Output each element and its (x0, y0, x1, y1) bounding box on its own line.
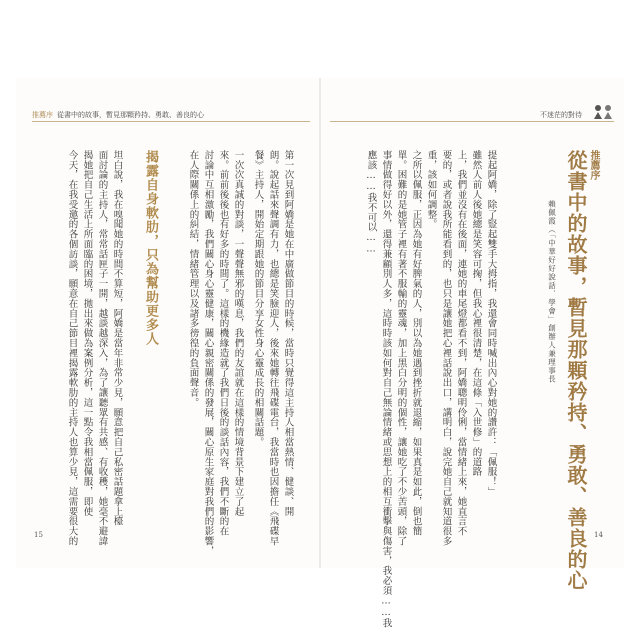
right-text-column: 提起阿嬌，除了豎起雙手大拇指，我還會同時喊出內心對她的讚許：「佩服！」 (485, 150, 497, 497)
right-header-rule (330, 121, 614, 122)
publisher-logo-icon (592, 104, 614, 120)
left-text-column: 坦白說，我在嗅聞她的時間不算短，阿嬌是當年非常少見，願意把自己私密話題拿上檯 (111, 150, 123, 527)
preface-author: 賴佩霞（「中華好好說話．學會」創辦人兼理事長 (547, 200, 557, 384)
right-text-column: 上，我們並沒有在後面，連她的車尾燈都看不到，阿嬌聰明伶俐，當情緒上來，她直言不 (455, 150, 467, 537)
right-running-head (540, 110, 582, 120)
left-text-column: 餐》主持人，開始定期跟她的節目分享女性身心靈成長的相關話題。 (252, 150, 264, 447)
left-text-column: 面討論的主持人，常常話匣子一開，越談越深入，為了讓聽眾有共感、有收穫，她毫不避諱 (96, 150, 108, 546)
preface-title: 從書中的故事，暫見那顆矜持、勇敢、善良的心 (564, 150, 588, 591)
left-text-column: 一次次真誠的對談，一聲聲無邪的嘆息，我們的友誼就在這樣的情境背景下建立了起 (232, 150, 244, 517)
left-running-head (32, 110, 204, 120)
right-page-number: 14 (594, 531, 603, 539)
left-subheading: 揭露自身軟肋，只為幫助更多人 (143, 150, 158, 346)
left-page-number: 15 (34, 531, 43, 539)
left-text-column: 朗。說起話來聲調有力，也總是笑臉迎人，後來她轉往飛碟電台，我當時也因擔任《飛碟早 (267, 150, 279, 546)
left-header-text: 從書中的故事，暫見那顆矜持、勇敢、善良的心 (57, 111, 204, 119)
right-text-column: 重，該如何調整。 (425, 150, 437, 230)
right-text-column: 單。困難的是她管子裡有著不服輸的靈魂，加上黑白分明的個性，讓她吃了不少苦頭，除了 (395, 150, 407, 546)
left-text-column: 揭她把自己生活上所面臨的困境，拋出來做為案例分析，這一點令我相當佩服，即使 (81, 150, 93, 517)
left-header-tag: 推薦序 (32, 111, 53, 119)
right-text-column: 應該……我不可以…… (365, 150, 377, 255)
left-text-column: 來。前前後後也有好多的時間了。這樣的機緣造就了我們日後的談話內容，我們不斷的在 (217, 150, 229, 537)
left-text-column: 第一次見到阿嬌是她在中廣做節目的時候，當時只覺得這主持人相當熱情、健談、開 (282, 150, 294, 517)
right-text-column: 事情做得好以外，還得兼顧別人多，這時時該如何對自己無論情緒或思想上的相互衝擊與傷害，我必須……我 (380, 150, 392, 629)
right-text-column: 要的，或者說我所能看到的，也只是讓她把心裡話說出口，講明白，說完她自己就知道很多 (440, 150, 452, 546)
book-gutter (319, 78, 321, 568)
left-header-rule (32, 121, 310, 122)
right-header-text: 不迷茫的對待 (540, 111, 582, 119)
left-text-column: 討論中互相激勵，我們關心身心靈健康，關心親密關係的發展，關心原生家庭對我們的影響， (202, 150, 214, 556)
right-text-column: 雖然人前人後她總是笑容可掬，但我心裡很清楚，在這條「入世修」的道路 (470, 150, 482, 477)
preface-label: 推薦序 (588, 150, 599, 180)
left-text-column: 今天，在我受邀的各個訪談，願意在自己節目裡揭露軟肋的主持人也算少見，這需要很大的 (66, 150, 78, 546)
right-text-column: 之所以佩服，正因為她有好脾氣的人，別以為她遇到挫折就退縮，如果真是如此，倒也簡 (410, 150, 422, 537)
left-text-column: 在人際關係上的糾結，情緒管理以及諸多徬徨的負面聲音。 (187, 150, 199, 408)
